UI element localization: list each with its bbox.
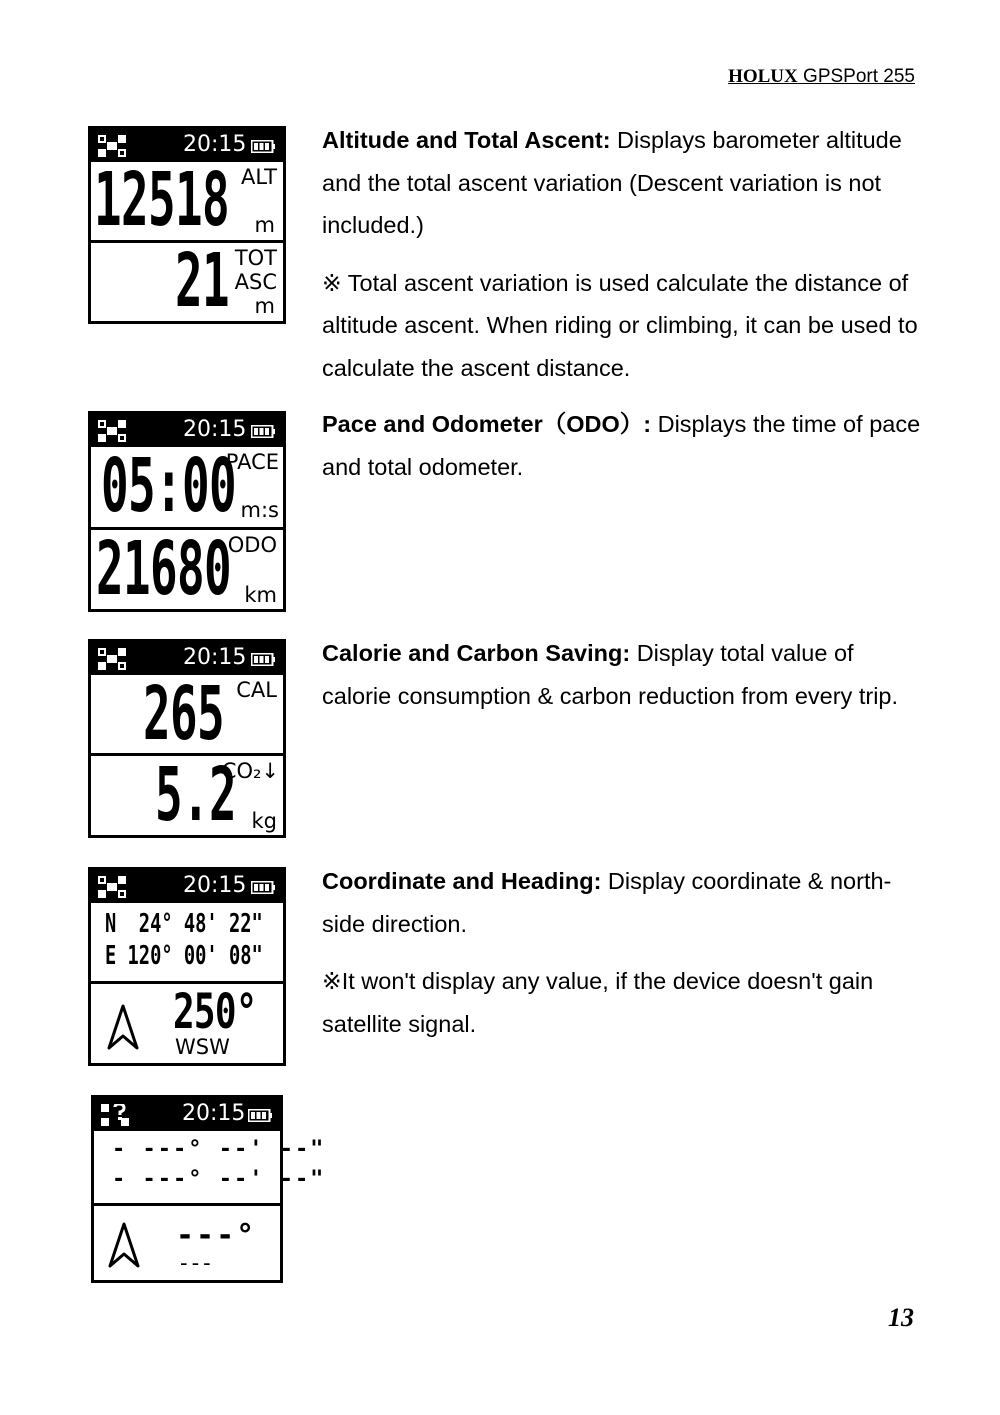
odometer-label: ODO <box>227 533 277 557</box>
clock-time: 20:15 <box>182 1101 246 1126</box>
section-paragraph <box>322 119 922 247</box>
pace-field <box>91 443 283 529</box>
heading-field <box>94 1203 280 1280</box>
heading-value: 250° <box>173 984 257 1040</box>
total-ascent-label-2: ASC <box>234 270 277 294</box>
latitude-placeholder: - ---° --' --" <box>112 1137 326 1162</box>
satellite-icon <box>98 876 126 898</box>
section-paragraph <box>322 403 922 488</box>
satellite-icon <box>98 420 126 442</box>
odometer-value: 21680 <box>96 526 232 612</box>
total-ascent-field <box>91 238 283 324</box>
device-screen-altitude <box>88 126 286 324</box>
battery-icon <box>251 140 275 153</box>
altitude-field <box>91 157 283 243</box>
coordinate-field <box>91 903 283 981</box>
total-ascent-value: 21 <box>175 238 230 324</box>
battery-icon <box>251 881 275 894</box>
section-title: Calorie and Carbon Saving: <box>322 640 631 666</box>
altitude-unit-label: ALT <box>240 165 277 189</box>
no-satellite-icon <box>101 1104 129 1126</box>
brand-name: HOLUX <box>728 66 798 87</box>
pace-unit: m:s <box>240 498 279 522</box>
battery-icon <box>251 653 275 666</box>
carbon-unit: kg <box>251 809 277 833</box>
section-title: Pace and Odometer（ODO）: <box>322 411 652 437</box>
section-title: Coordinate and Heading: <box>322 868 602 894</box>
calorie-unit: CAL <box>236 678 277 702</box>
direction-placeholder: --- <box>180 1251 215 1275</box>
longitude-placeholder: - ---° --' --" <box>112 1167 326 1192</box>
clock-time: 20:15 <box>183 873 247 898</box>
longitude-value: E 120° 00' 08" <box>105 941 263 971</box>
section-note: ※ Total ascent variation is used calculate the distance of altitude ascent. When riding or climbing, it can be used to calculate the ascent distance. <box>322 269 918 381</box>
altitude-value: 12518 <box>94 157 230 243</box>
carbon-field <box>91 752 283 838</box>
calorie-field <box>91 671 283 757</box>
north-arrow-icon <box>108 1222 140 1273</box>
coordinate-field <box>94 1131 326 1203</box>
battery-icon <box>251 425 275 438</box>
pace-label: PACE <box>225 450 279 474</box>
device-screen-pace <box>88 411 286 612</box>
calorie-value: 265 <box>143 671 225 757</box>
odometer-field <box>91 526 283 612</box>
satellite-icon <box>98 135 126 157</box>
section-coordinate <box>322 860 922 1045</box>
section-note: ※It won't display any value, if the device doesn't gain satellite signal. <box>322 968 874 1037</box>
satellite-icon <box>98 648 126 670</box>
heading-direction: WSW <box>175 1035 230 1059</box>
north-arrow-icon <box>107 1004 139 1055</box>
latitude-value: N 24° 48' 22" <box>105 909 263 939</box>
status-bar <box>91 870 283 903</box>
page-number: 13 <box>888 1303 914 1332</box>
section-altitude <box>322 119 922 389</box>
section-body: Display coordinate & north-side direction. <box>322 868 892 937</box>
section-title: Altitude and Total Ascent: <box>322 127 611 153</box>
section-pace <box>322 403 922 488</box>
total-ascent-unit: m <box>254 294 275 318</box>
clock-time: 20:15 <box>183 132 247 157</box>
section-body: Display total value of calorie consumption & carbon reduction from every trip. <box>322 640 899 709</box>
clock-time: 20:15 <box>183 417 247 442</box>
device-screen-no-signal <box>91 1095 326 1283</box>
heading-placeholder: ---° <box>176 1218 257 1253</box>
section-calorie <box>322 632 922 717</box>
carbon-value: 5.2 <box>155 752 237 838</box>
page-header <box>728 66 915 88</box>
heading-field <box>91 981 283 1063</box>
clock-time: 20:15 <box>183 645 247 670</box>
battery-icon <box>248 1109 272 1122</box>
model-name: GPSPort 255 <box>797 66 915 87</box>
section-body: Displays the time of pace and total odometer. <box>322 411 921 480</box>
section-paragraph <box>322 632 922 717</box>
section-body: Displays barometer altitude and the total ascent variation (Descent variation is not included.) <box>322 127 902 238</box>
carbon-label: CO₂↓ <box>221 759 279 783</box>
total-ascent-label-1: TOT <box>234 246 277 270</box>
section-paragraph <box>322 860 922 945</box>
pace-value: 05:00 <box>101 443 237 529</box>
device-screen-calorie <box>88 639 286 838</box>
status-bar <box>94 1098 280 1131</box>
device-screen-coordinate <box>88 867 286 1066</box>
odometer-unit: km <box>244 583 277 607</box>
altitude-unit: m <box>254 213 275 237</box>
